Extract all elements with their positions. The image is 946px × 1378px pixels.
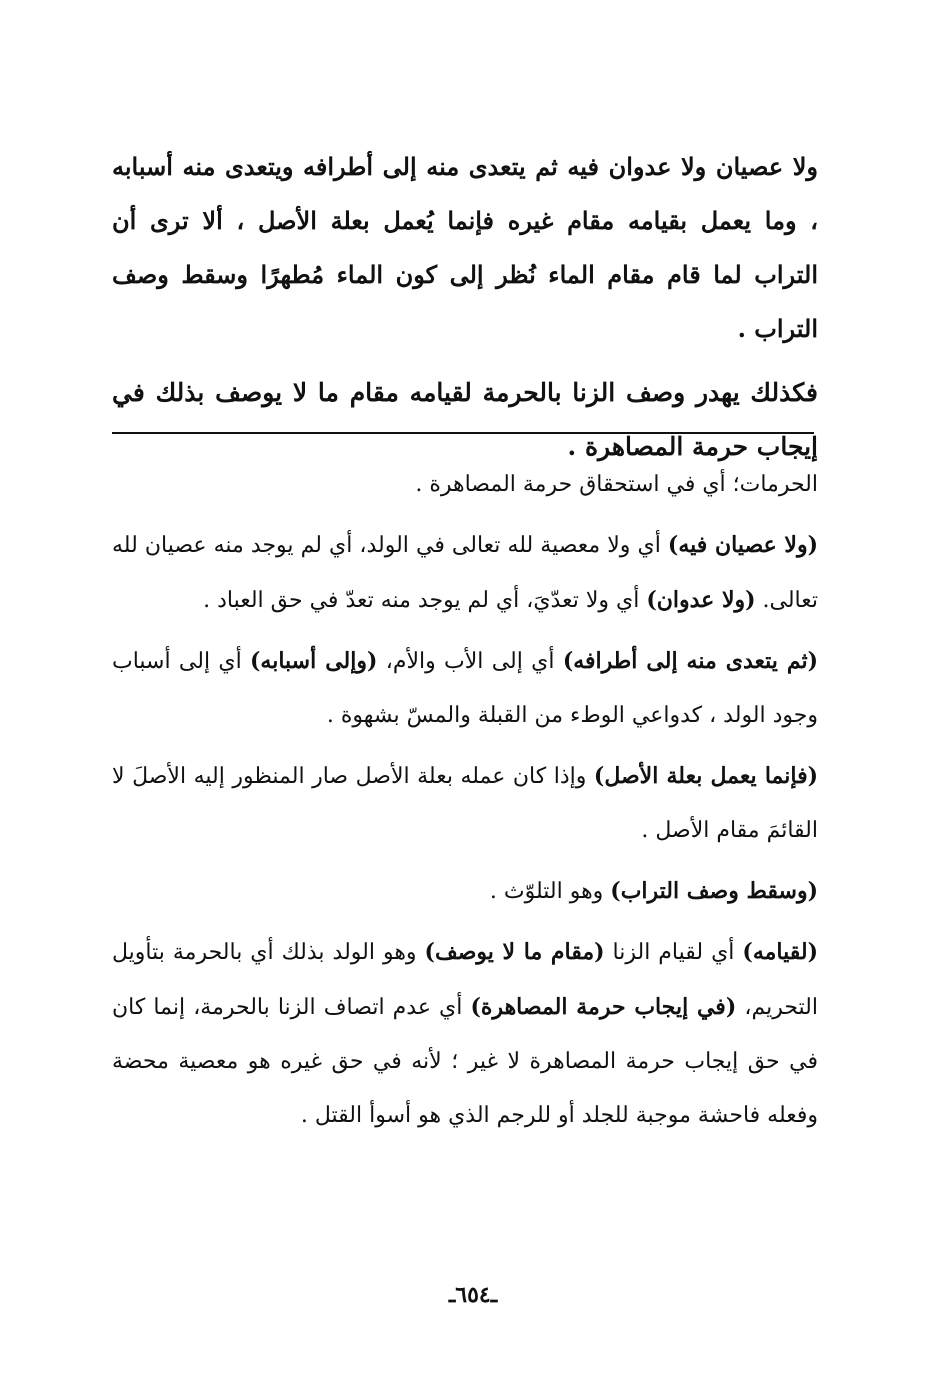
note-paragraph [112, 518, 818, 628]
note-text: أي لقيام الزنا [604, 940, 743, 965]
note-text: أي إلى الأب والأم، [377, 649, 563, 674]
note-text: أي ولا تعدّيَ، أي لم يوجد منه تعدّ في حق العباد . [203, 588, 647, 613]
note-paragraph [112, 749, 818, 858]
footnote-divider [112, 432, 814, 434]
main-text [112, 140, 818, 474]
note-text: الحرمات؛ أي في استحقاق حرمة المصاهرة . [415, 472, 818, 497]
note-text: أي إلى أسباب وجود الولد ، كدواعي الوطء من القبلة والمسّ بشهوة . [112, 649, 818, 728]
note-paragraph [112, 864, 818, 919]
note-text: أي ولا معصية لله تعالى في الولد، أي لم يوجد منه عصيان لله تعالى. [112, 533, 818, 613]
page-number: ـ٦٥٤ـ [448, 1282, 498, 1308]
quoted-phrase: (ولا عدوان) [646, 587, 756, 613]
quoted-phrase: (ثم يتعدى منه إلى أطرافه) [562, 648, 819, 674]
note-text: وهو الولد بذلك أي بالحرمة بتأويل التحريم، [112, 940, 818, 1020]
quoted-phrase: (وإلى أسبابه) [250, 648, 378, 674]
note-paragraph [112, 925, 818, 1143]
quoted-phrase: (فإنما يعمل بعلة الأصل) [593, 763, 818, 789]
quoted-phrase: (في إيجاب حرمة المصاهرة) [470, 994, 737, 1020]
note-paragraph [112, 634, 818, 743]
quoted-phrase: (مقام ما لا يوصف) [424, 939, 605, 965]
main-paragraph: ولا عصيان ولا عدوان فيه ثم يتعدى منه إلى أطرافه ويتعدى منه أسبابه ، وما يعمل بقيامه مقام غيره فإنما يُعمل بعلة الأصل ، ألا ترى أن التراب لما قام مقام الماء نُظر إلى كون الماء مُطهرًا وسقط وصف التراب . [112, 152, 818, 343]
note-text: أي عدم اتصاف الزنا بالحرمة، إنما كان في حق إيجاب حرمة المصاهرة لا غير ؛ لأنه في حق غيره هو معصية محضة وفعله فاحشة موجبة للجلد أو للرجم الذي هو أسوأ القتل . [112, 995, 818, 1128]
note-paragraph [112, 458, 818, 512]
quoted-phrase: (ولا عصيان فيه) [667, 532, 819, 558]
main-paragraph: فكذلك يهدر وصف الزنا بالحرمة لقيامه مقام ما لا يوصف بذلك في إيجاب حرمة المصاهرة . [112, 378, 818, 461]
quoted-phrase: (وسقط وصف التراب) [610, 878, 818, 904]
note-text: وهو التلوّث . [489, 879, 611, 904]
commentary-notes [112, 458, 818, 1149]
note-text: وإذا كان عمله بعلة الأصل صار المنظور إليه الأصلَ لا القائمَ مقام الأصل . [112, 764, 818, 843]
quoted-phrase: (لقيامه) [742, 939, 818, 965]
